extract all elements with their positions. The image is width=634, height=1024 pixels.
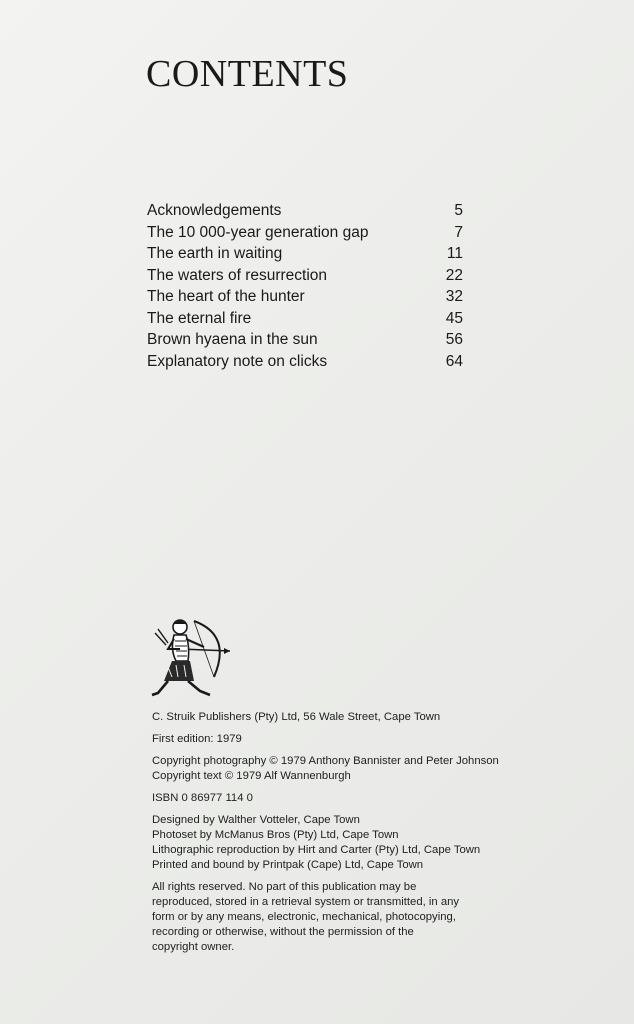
rights-line: copyright owner. xyxy=(152,941,235,953)
toc-entry-page: 64 xyxy=(445,352,463,370)
toc-entry-label: The 10 000-year generation gap xyxy=(147,223,369,241)
edition-line: First edition: 1979 xyxy=(152,733,242,745)
rights-line: form or by any means, electronic, mechanical, photocopying, xyxy=(152,911,456,923)
toc-entry-label: Explanatory note on clicks xyxy=(147,352,328,370)
copyright-text-line: Copyright text © 1979 Alf Wannenburgh xyxy=(152,770,351,782)
toc-entry-page: 11 xyxy=(446,245,463,262)
designer-line: Designed by Walther Votteler, Cape Town xyxy=(152,814,360,826)
toc-entry-label: The earth in waiting xyxy=(147,245,283,262)
toc-entry xyxy=(147,331,463,353)
rights-line: All rights reserved. No part of this publication may be xyxy=(152,881,417,893)
toc-entry-label: The waters of resurrection xyxy=(147,266,328,284)
litho-line: Lithographic reproduction by Hirt and Carter (Pty) Ltd, Cape Town xyxy=(152,844,481,856)
imprint xyxy=(152,710,512,962)
archer-logo-icon xyxy=(150,615,232,699)
publisher-line: C. Struik Publishers (Pty) Ltd, 56 Wale Street, Cape Town xyxy=(152,711,441,723)
toc-entry-page: 45 xyxy=(445,309,463,327)
toc-entry-page: 56 xyxy=(445,331,463,348)
toc-entry-page: 22 xyxy=(445,266,463,284)
isbn-line: ISBN 0 86977 114 0 xyxy=(152,792,253,804)
toc-entry-page: 32 xyxy=(445,288,463,305)
toc-entry-label: The eternal fire xyxy=(147,309,252,327)
page-title: CONTENTS xyxy=(146,53,349,95)
photoset-line: Photoset by McManus Bros (Pty) Ltd, Cape Town xyxy=(152,829,399,841)
toc-entry-label: Brown hyaena in the sun xyxy=(147,331,318,348)
rights-line: recording or otherwise, without the permission of the xyxy=(152,926,414,938)
copyright-photo-line: Copyright photography © 1979 Anthony Bannister and Peter Johnson xyxy=(152,755,499,767)
rights-line: reproduced, stored in a retrieval system or transmitted, in any xyxy=(152,896,460,908)
toc-entry xyxy=(147,353,463,375)
toc-entry xyxy=(147,202,463,224)
toc-entry xyxy=(147,245,463,267)
toc-entry xyxy=(147,288,463,310)
toc-entry-label: Acknowledgements xyxy=(147,202,282,219)
table-of-contents xyxy=(147,202,463,374)
toc-entry-label: The heart of the hunter xyxy=(147,288,305,305)
toc-entry xyxy=(147,224,463,246)
toc-entry-page: 5 xyxy=(454,202,463,219)
toc-entry xyxy=(147,267,463,289)
printer-line: Printed and bound by Printpak (Cape) Ltd, Cape Town xyxy=(152,859,424,871)
toc-entry xyxy=(147,310,463,332)
toc-entry-page: 7 xyxy=(454,223,463,241)
